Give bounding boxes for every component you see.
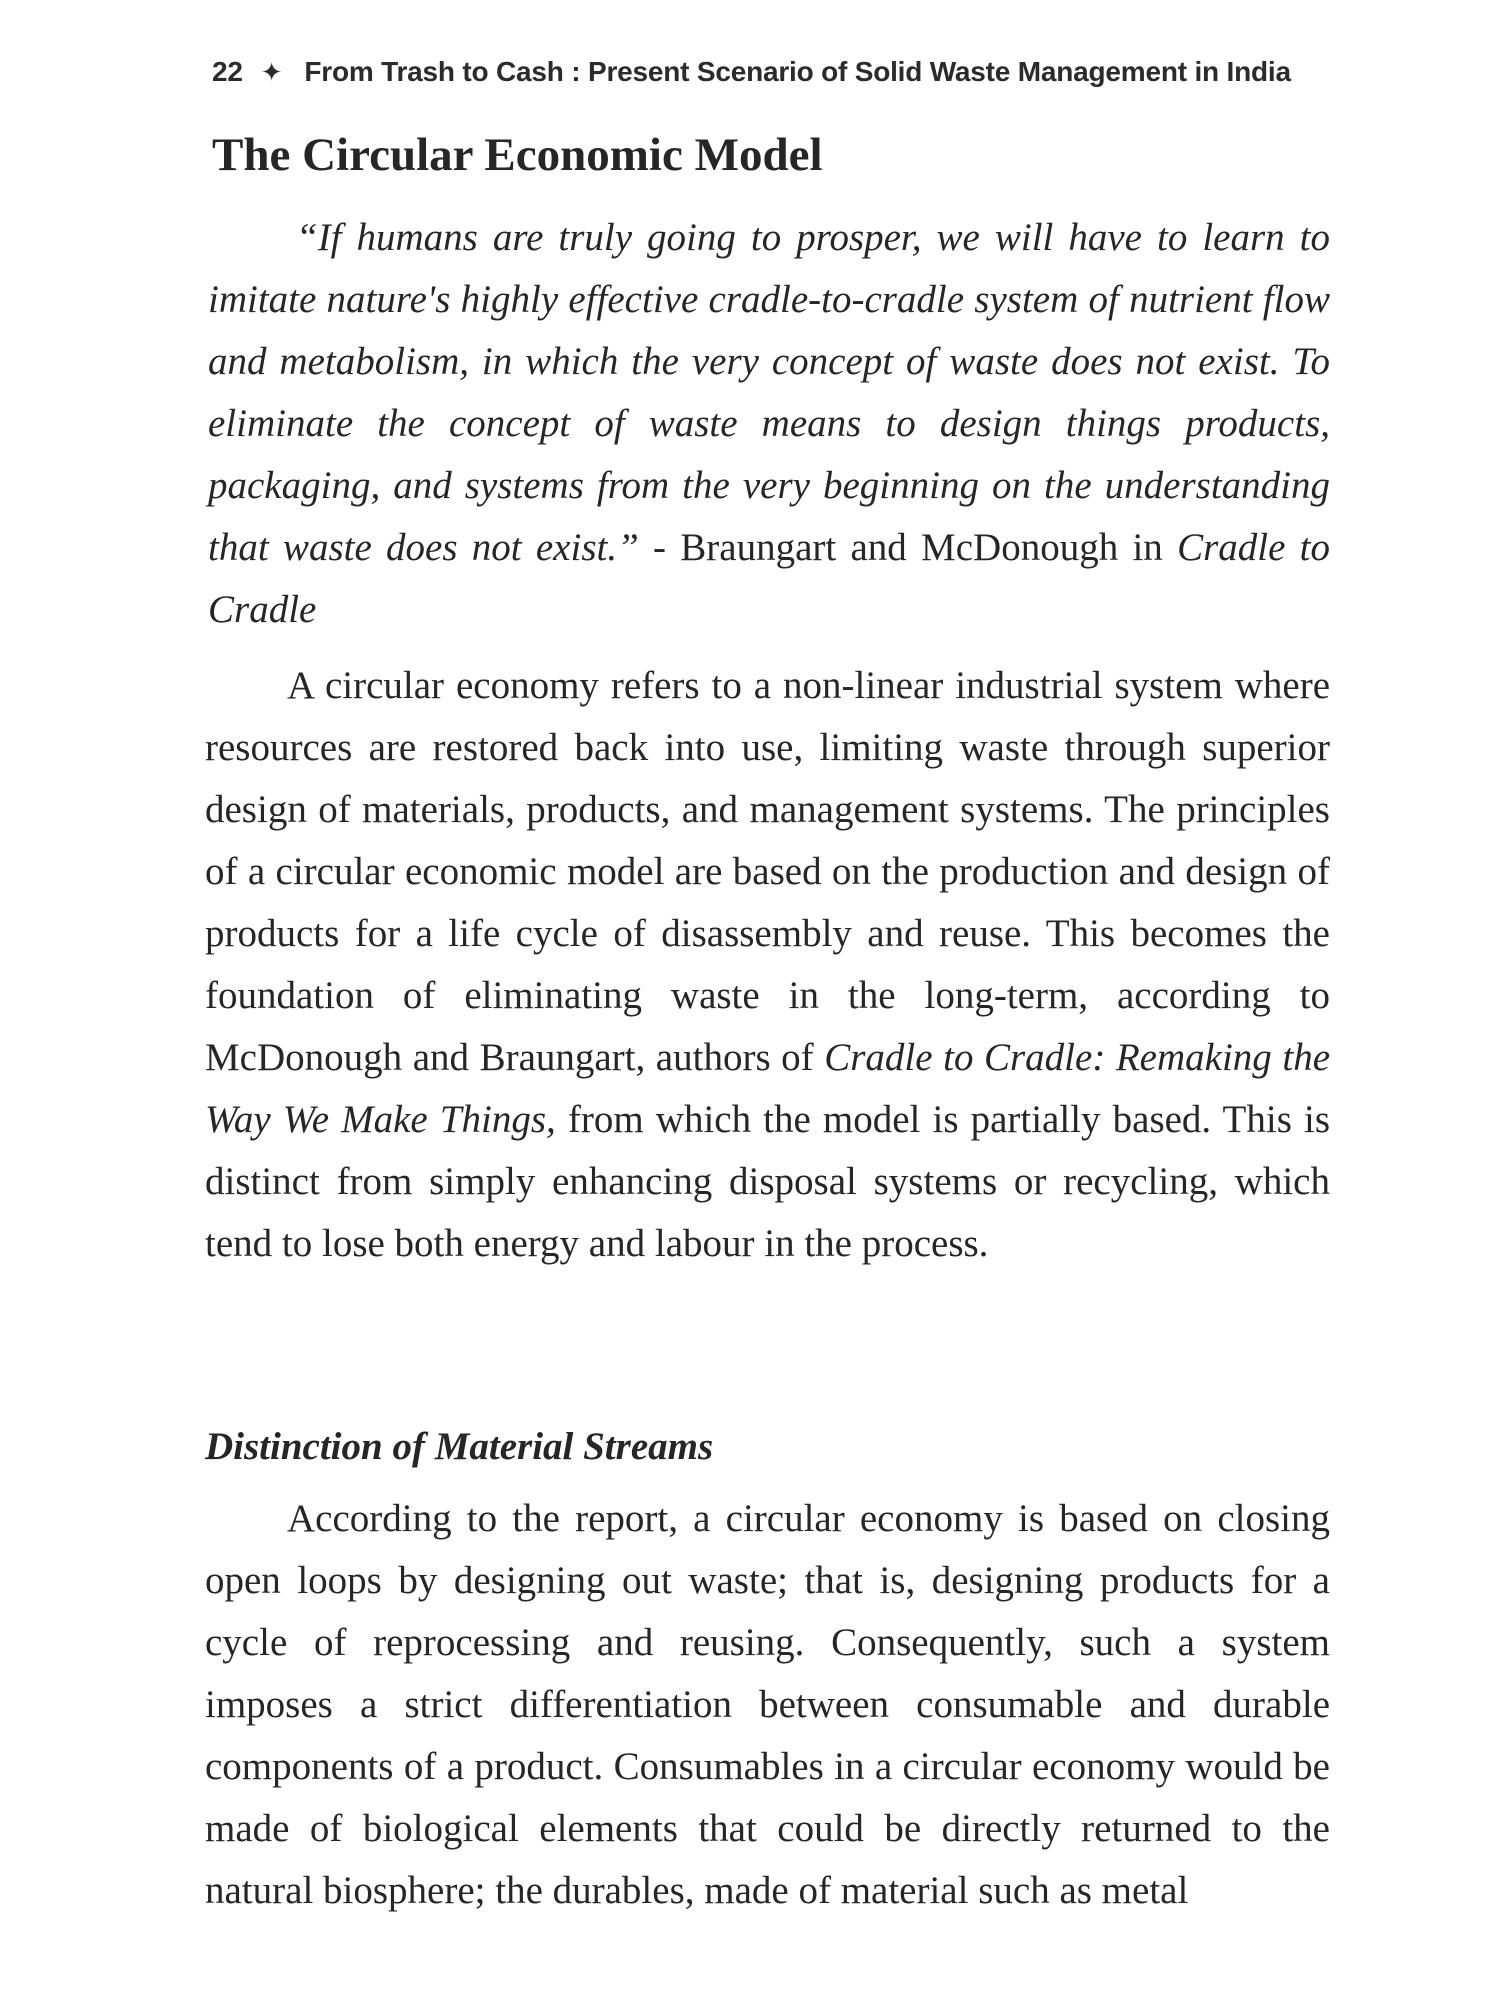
book-title: Cradle to Cradle: Remaking the Way We Make Things, bbox=[205, 1036, 1331, 1141]
epigraph-source-title: Cradle to Cradle bbox=[208, 526, 1330, 631]
paragraph-1-text-b: from which the model is partially based. This is distinct from simply enhancing disposal systems or recycling, which tend to lose both energy and labour in the process. bbox=[205, 1098, 1331, 1265]
section-title: The Circular Economic Model bbox=[212, 129, 823, 181]
running-title: From Trash to Cash : Present Scenario of Solid Waste Management in India bbox=[304, 56, 1291, 87]
body-paragraph-2: According to the report, a circular economy is based on closing open loops by designing out waste; that is, designing products for a cycle of reprocessing and reusing. Consequently, such a system imposes a strict differentiation between consumable and durable components of a product. Consumables in a circular economy would be made of biological elements that could be directly returned to the natural biosphere; the durables, made of material such as metal bbox=[205, 1497, 1330, 1912]
epigraph-attribution: - Braungart and McDonough in bbox=[638, 526, 1178, 569]
paragraph-1-text-a: A circular economy refers to a non-linear industrial system where resources are restored back into use, limiting waste through superior design of materials, products, and management systems. The principles of a circular economic model are based on the production and design of products for a life cycle of disassembly and reuse. This becomes the foundation of eliminating waste in the long-term, according to McDonough and Braungart, authors of bbox=[205, 664, 1330, 1079]
body-paragraph-1 bbox=[205, 655, 1330, 1275]
running-header bbox=[212, 56, 1291, 88]
epigraph bbox=[208, 207, 1330, 641]
epigraph-quote: “If humans are truly going to prosper, we will have to learn to imitate nature's highly effective cradle-to-cradle system of nutrient flow and metabolism, in which the very concept of waste does not exist. To eliminate the concept of waste means to design things products, packaging, and systems from the very beginning on the understanding that waste does not exist.” bbox=[208, 216, 1330, 569]
star-separator-icon: ✦ bbox=[260, 57, 283, 87]
page-number: 22 bbox=[212, 56, 243, 87]
subheading: Distinction of Material Streams bbox=[205, 1425, 714, 1468]
